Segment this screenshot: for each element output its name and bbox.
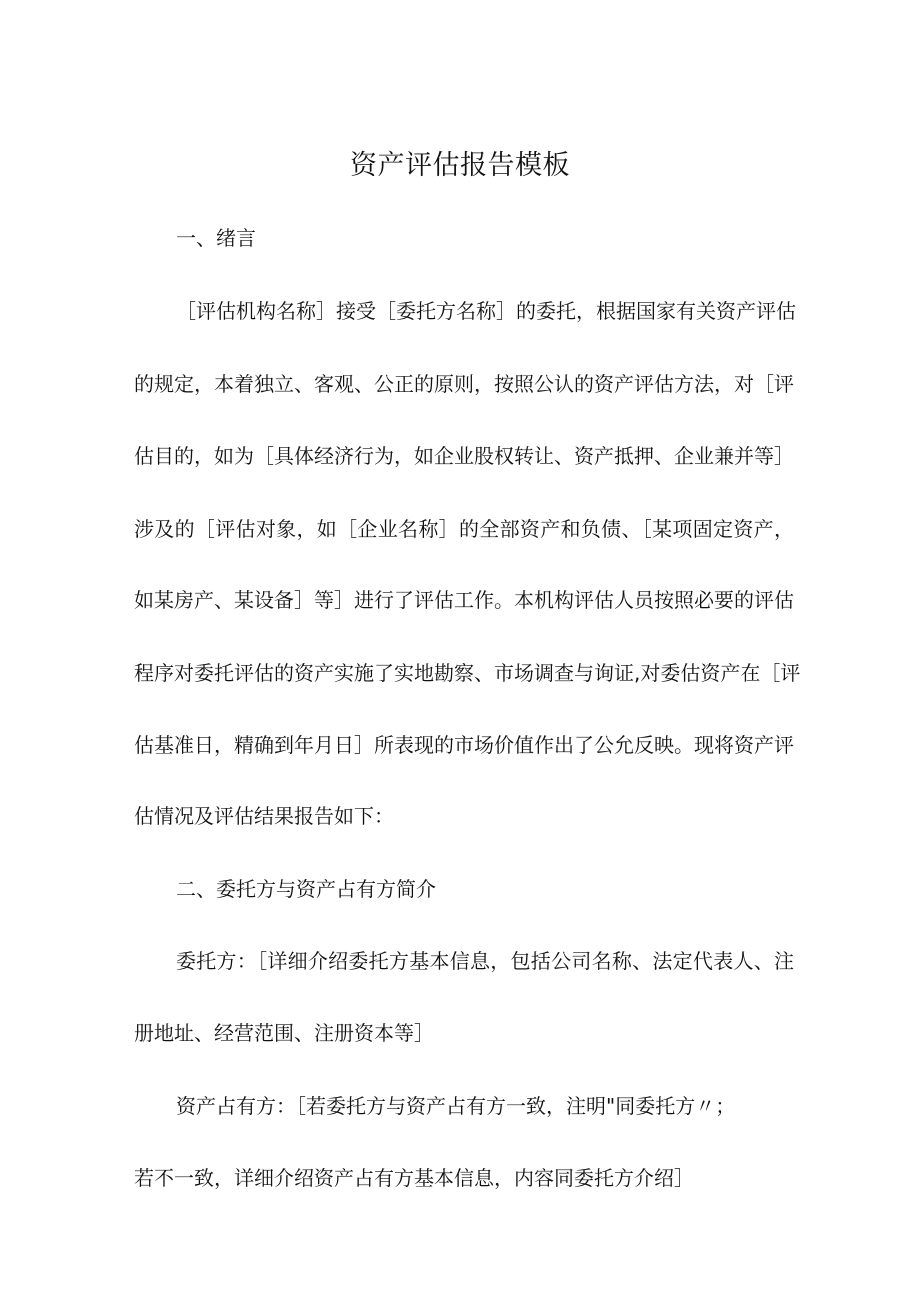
section-1-line-5: 如某房产、某设备］等］进行了评估工作。本机构评估人员按照必要的评估 [134, 588, 794, 612]
section-1-line-3: 估目的，如为［具体经济行为，如企业股权转让、资产抵押、企业兼并等］ [134, 444, 794, 468]
section-1-heading: 一、绪言 [176, 226, 256, 250]
section-1-line-4: 涉及的［评估对象，如［企业名称］的全部资产和负债、［某项固定资产， [134, 517, 794, 541]
document-title: 资产评估报告模板 [350, 150, 570, 181]
section-1-line-6: 程序对委托评估的资产实施了实地勘察、市场调查与询证,对委估资产在［评 [134, 661, 801, 685]
section-1-line-2: 的规定，本着独立、客观、公正的原则，按照公认的资产评估方法，对［评 [134, 372, 794, 396]
section-2-heading: 二、委托方与资产占有方简介 [176, 877, 436, 901]
section-1-line-7: 估基准日，精确到年月日］所表现的市场价值作出了公允反映。现将资产评 [134, 733, 794, 757]
owner-line-2: 若不一致，详细介绍资产占有方基本信息，内容同委托方介绍］ [134, 1166, 694, 1190]
entrust-line-1: 委托方：［详细介绍委托方基本信息，包括公司名称、法定代表人、注 [176, 949, 794, 973]
owner-line-1: 资产占有方：［若委托方与资产占有方一致，注明"同委托方〃； [176, 1094, 736, 1118]
entrust-line-2: 册地址、经营范围、注册资本等］ [134, 1021, 434, 1045]
section-1-line-8: 估情况及评估结果报告如下： [134, 804, 394, 828]
section-1-line-1: ［评估机构名称］接受［委托方名称］的委托，根据国家有关资产评估 [176, 299, 796, 323]
